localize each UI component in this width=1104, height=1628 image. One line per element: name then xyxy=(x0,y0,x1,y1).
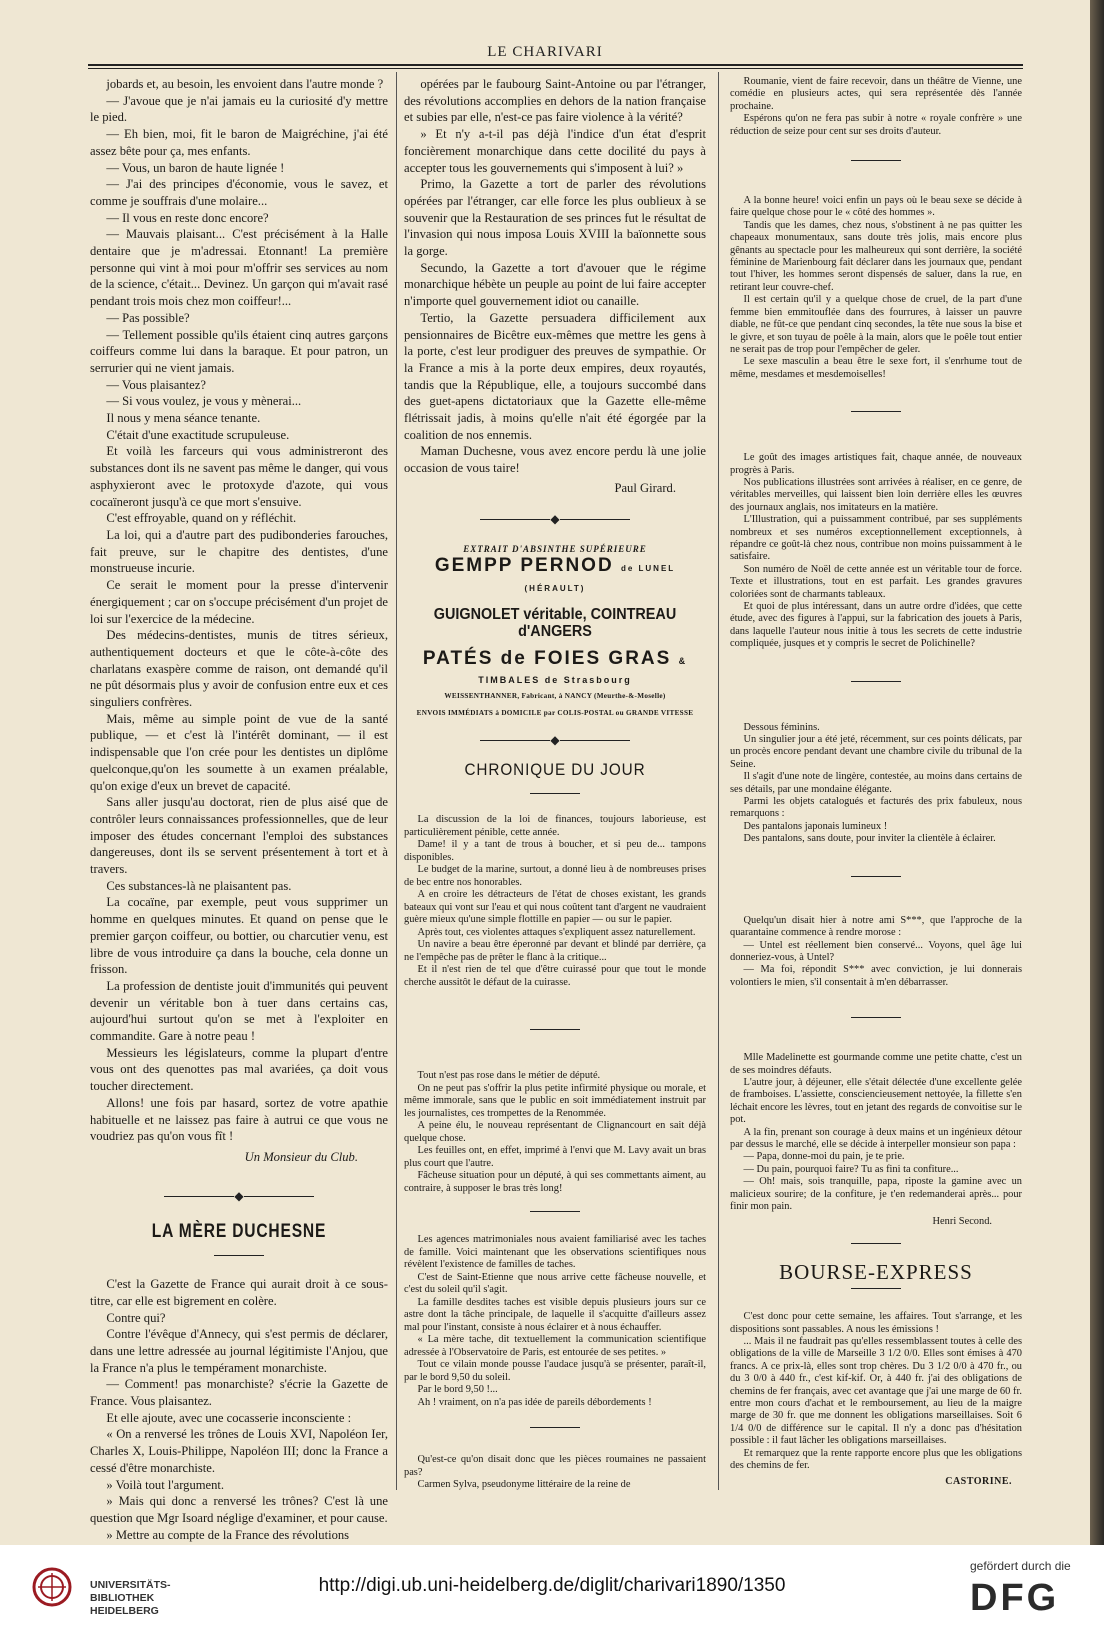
paragraph: Ah ! vraiment, on n'a pas idée de pareils débordements ! xyxy=(417,1396,652,1408)
chronique-finances xyxy=(404,814,706,989)
paragraph: — J'ai des principes d'économie, vous le savez, et comme je souffrais d'une molaire... xyxy=(90,177,388,208)
paragraph: — Pas possible? xyxy=(106,310,190,325)
paragraph: — Oh! mais, sois tranquille, papa, riposte la gamine avec un malicieux sourire; de la confiture, je t'en redemanderai après... pour finir mon pain. xyxy=(730,1176,1022,1212)
section-title-duchesne: LA MÈRE DUCHESNE xyxy=(151,1221,327,1243)
article-signature: Paul Girard. xyxy=(614,480,676,495)
paragraph: » Voilà tout l'argument. xyxy=(106,1477,225,1492)
paragraph: — Tellement possible qu'ils étaient cinq autres garçons coiffeurs comme lui dans la baraque. Et pour patron, un serrurier qui ne vient jamais. xyxy=(90,327,388,375)
paragraph: Primo, la Gazette a tort de parler des révolutions opérées par l'étranger, car elle force les plus oublieux à se souvenir que la Restauration de ses princes fut le résultat de l'invasion qui nous imposa Louis XVIII la baïonnette sous la gorge. xyxy=(404,177,706,259)
column-divider-1 xyxy=(396,72,397,1490)
ad-line-absinthe: EXTRAIT D'ABSINTHE SUPÉRIEURE xyxy=(463,544,647,555)
paragraph: Le sexe masculin a beau être le sexe fort, il s'enrhume tout de même, mesdames et mesdemoiselles! xyxy=(730,356,1022,380)
paragraph: On ne peut pas s'offrir la plus petite infirmité physique ou morale, et même immorale, sans que le public en soit immédiatement instruit par les journalistes, ces trompettes de la Renommée. xyxy=(404,1082,706,1119)
paragraph: Un singulier jour a été jeté, récemment, sur ces points délicats, par un procès encore pendant devant une chambre civile du tribunal de la Seine. xyxy=(730,734,1022,770)
item-separator xyxy=(530,1427,580,1428)
paragraph: Et quoi de plus intéressant, dans un autre ordre d'idées, que cette étude, avec des figures à l'appui, sur la fabrication des jouets à Paris, dans laquelle l'auteur nous initie à tous les secrets de cette industrie compliquée, jusques et y compris le secret de Polichinelle? xyxy=(730,601,1022,650)
paragraph: Il s'agit d'une note de lingère, contestée, au moins dans certains de ses détails, par une mondaine élégante. xyxy=(730,771,1022,795)
paragraph: Des pantalons japonais lumineux ! xyxy=(743,820,888,832)
paragraph: Tandis que les dames, chez nous, s'obstinent à ne pas quitter les chapeaux monumentaux, sans doute très jolis, mais encore plus gênants au spectacle pour les malheureux qui sont derrière, la société féminine de Marienbourg fait déclarer dans les journaux que, pendant tout l'hiver, les hommes seront dispensés de saluer, dans la rue, en retirant leur couvre-chef. xyxy=(730,219,1022,293)
paragraph: Secundo, la Gazette a tort d'avouer que le régime monarchique hébète un peuple au point de lui faire accepter n'importe quel gouvernement idiot ou canaille. xyxy=(404,260,706,309)
paragraph: La discussion de la loi de finances, toujours laborieuse, est particulièrement pénible, cette année. xyxy=(404,814,706,838)
article-signature: CASTORINE. xyxy=(945,1475,1012,1487)
item-separator xyxy=(851,411,901,412)
binding-edge xyxy=(1090,0,1104,1545)
paragraph: Carmen Sylva, pseudonyme littéraire de la reine de xyxy=(417,1479,631,1491)
column-3 xyxy=(730,76,1022,1491)
duchesne-article-continued xyxy=(404,76,706,477)
paragraph: — Eh bien, moi, fit le baron de Maigréchine, j'ai été assez bête pour ça, mes enfants. xyxy=(90,127,388,158)
section-ornament: ◆ xyxy=(404,511,706,528)
chronique-depute xyxy=(404,1070,706,1195)
paragraph: Messieurs les législateurs, comme la plupart d'entre vous ont des quenottes pas mal avariées, ça doit vous toucher directement. xyxy=(90,1045,388,1094)
paragraph: — Du pain, pourquoi faire? Tu as fini ta confiture... xyxy=(743,1163,959,1175)
article-signature: Henri Second. xyxy=(932,1216,992,1228)
institution-line: HEIDELBERG xyxy=(90,1605,159,1617)
paragraph: C'est la Gazette de France qui aurait droit à ce sous-titre, car elle est bigrement en colère. xyxy=(90,1277,388,1308)
paragraph: Le budget de la marine, surtout, a donné lieu à de nombreuses prises de bec entre nos honorables. xyxy=(404,864,706,888)
paragraph: Qu'est-ce qu'on disait donc que les pièces roumaines ne passaient pas? xyxy=(404,1454,706,1478)
paragraph: ... Mais il ne faudrait pas qu'elles ressemblassent toutes à celle des obligations de la ville de Marseille 3 1/2 0/0. Elles sont émises à 470 francs. A ce prix-là, elles sont trop chères. Du 3 1/2 0/0 à 470 fr., ou du 3 0/0 à 440 fr., c'est kif-kif. Or, à 440 fr. j'ai des obligations de chemins de fer français, avec cet avantage que j'ai une marge de 60 fr. entre mon cours d'achat et le remboursement, au lieu de la maigre marge de 30 fr. que me donnent les obligations marseillaises. Soit 6 1/4 0/0 de différence sur le capital. Il n'y a donc pas d'hésitation possible : il faut lâcher les obligations marseillaises. xyxy=(730,1336,1022,1447)
paragraph: — Papa, donne-moi du pain, je te prie. xyxy=(743,1151,905,1163)
item-separator xyxy=(851,160,901,161)
top-rule-thin xyxy=(88,68,1023,69)
section-ornament: ◆ xyxy=(404,732,706,749)
paragraph: Parmi les objets catalogués et facturés des prix fabuleux, nous remarquons : xyxy=(730,796,1022,820)
viewer-footer xyxy=(0,1545,1104,1628)
paragraph: C'était d'une exactitude scrupuleuse. xyxy=(106,427,290,442)
paragraph: Mlle Madelinette est gourmande comme une petite chatte, c'est un de ses moindres défauts. xyxy=(730,1052,1022,1076)
paragraph: » Mais qui donc a renversé les trônes? C'est là une question que Mgr Isoard néglige d'examiner, et pour cause. xyxy=(90,1494,388,1525)
ad-line-foies-gras xyxy=(404,647,706,688)
paragraph: Ce serait le moment pour la presse d'intervenir énergiquement ; car on s'occupe précisément d'un projet de loi sur l'exercice de la médecine. xyxy=(90,578,388,626)
paragraph: Allons! une fois par hasard, sortez de votre apathie habituelle et ne laissez pas faire à autrui ce que vous ne voudriez pas qu'on vous fît ! xyxy=(90,1095,388,1144)
paragraph: — Il vous en reste donc encore? xyxy=(106,210,269,225)
item-separator xyxy=(851,876,901,877)
paragraph: Les agences matrimoniales nous avaient familiarisé avec les taches de famille. Voici maintenant que les observations scientifiques nous révèlent l'existence de familles de taches. xyxy=(404,1234,706,1271)
item-separator xyxy=(530,1029,580,1030)
running-head: LE CHARIVARI xyxy=(487,44,603,60)
paragraph: Et remarquez que la rente rapporte encore plus que les obligations des chemins de fer. xyxy=(730,1447,1022,1472)
item-dessous xyxy=(730,722,1022,846)
column-1 xyxy=(90,76,388,1542)
paragraph: — Comment! pas monarchiste? s'écrie la Gazette de France. Vous plaisantez. xyxy=(90,1377,388,1409)
paragraph: Nos publications illustrées sont arrivées à réaliser, en ce genre, de véritables merveilles, qui laissent bien loin derrière elles les œuvres des journaux anglais, nos imitateurs en la matière. xyxy=(730,476,1022,513)
paragraph: C'est effroyable, quand on y réfléchit. xyxy=(106,511,297,526)
item-madelinette xyxy=(730,1052,1022,1213)
title-underline xyxy=(851,1288,901,1289)
paragraph: Son numéro de Noël de cette année est un véritable tour de force. Texte et illustrations, tout en est parfait. Les grandes gravures coloriées sont de charmants tableaux. xyxy=(730,563,1022,600)
paragraph: — Vous plaisantez? xyxy=(106,377,206,392)
paragraph: » Et n'y a-t-il pas déjà l'indice d'un état d'esprit foncièrement monarchique dans cette docilité du pays à accepter tous les gouvernements qui s'imposent à lui? » xyxy=(404,127,706,175)
paragraph: Par le bord 9,50 !... xyxy=(417,1384,498,1396)
paragraph: Mais, même au simple point de vue de la santé publique, — et c'est là l'intérêt dominant, — il est indispensable que l'on crée pour les dentistes un diplôme quelconque,qu'on les soumette à un examen préalable, qu'on exige d'eux un brevet de capacité. xyxy=(90,711,388,793)
document-url[interactable]: http://digi.ub.uni-heidelberg.de/diglit/charivari1890/1350 xyxy=(318,1575,786,1596)
paragraph: La loi, qui a d'autre part des pudibonderies farouches, fait preuve, sur le chapitre des dentistes, d'une monstrueuse incurie. xyxy=(90,527,388,576)
paragraph: Dame! il y a tant de trous à boucher, et si peu de... tampons disponibles. xyxy=(404,839,706,863)
item-separator xyxy=(851,1017,901,1018)
paragraph: Un navire a beau être éperonné par devant et blindé par derrière, ça ne l'empêche pas de prêter le flanc à la critique... xyxy=(404,939,706,963)
ad-timbales: & TIMBALES de Strasbourg xyxy=(478,655,688,685)
institution-line: BIBLIOTHEK xyxy=(90,1592,155,1604)
paragraph: » Mettre au compte de la France des révolutions xyxy=(106,1527,350,1542)
paragraph: A la bonne heure! voici enfin un pays où le beau sexe se décide à faire quelque chose pour le « côté des hommes ». xyxy=(730,195,1022,219)
paragraph: La cocaïne, par exemple, peut vous supprimer un homme en quelques minutes. Et quand on pense que le premier garçon coiffeur, ou bottier, ou charcutier venu, est libre de vous introduire ça dans la bouche, cela donne un frisson. xyxy=(90,895,388,977)
dfg-logo[interactable]: DFG xyxy=(970,1577,1060,1619)
paragraph: — Vous, un baron de haute lignée ! xyxy=(106,160,285,175)
section-ornament: ◆ xyxy=(90,1188,388,1205)
ad-line-cointreau: GUIGNOLET véritable, COINTREAU d'ANGERS xyxy=(433,606,677,641)
section-title-chronique: CHRONIQUE DU JOUR xyxy=(464,760,646,780)
item-marienbourg xyxy=(730,195,1022,381)
paragraph: Des pantalons, sans doute, pour inviter la clientèle à éclairer. xyxy=(743,833,996,845)
title-underline xyxy=(530,793,580,794)
item-quarantaine xyxy=(730,915,1022,989)
paragraph: Il est certain qu'il y a quelque chose de cruel, de la part d'une femme bien emmitouflée dans des fourrures, à laisser un pauvre diable, ne fût-ce que pendant cinq secondes, la tête nue sous la bise et le givre, et son tuyau de poêle à la main, alors que le poêle tout entier ne serait pas de trop pour l'empêcher de geler. xyxy=(730,294,1022,355)
advertisement xyxy=(404,541,706,721)
funding-caption: gefördert durch die xyxy=(970,1559,1071,1573)
paragraph: Des médecins-dentistes, munis de titres sérieux, authentiquement docteurs et que le côte-à-côte des charlatans exaspère comme de raison, ont demandé qu'il ne pût désormais plus y avoir de confusion entre eux et ces singuliers confrères. xyxy=(90,628,388,710)
paragraph: — Si vous voulez, je vous y mènerai... xyxy=(106,394,302,409)
paragraph: C'est donc pour cette semaine, les affaires. Tout s'arrange, et les dispositions sont passables. A nous les émissions ! xyxy=(730,1311,1022,1335)
section-title-bourse: BOURSE-EXPRESS xyxy=(779,1259,973,1284)
paragraph: Le goût des images artistiques fait, chaque année, de nouveaux progrès à Paris. xyxy=(730,452,1022,476)
paragraph: Et voilà les farceurs qui vous administreront des substances dont ils ne savent pas même le danger, qui vous asphyxieront avec le protoxyde d'azote, qui vous cocaïneront jusqu'à ce que mort s'ensuive. xyxy=(90,444,388,509)
top-rule xyxy=(88,64,1023,66)
item-separator xyxy=(851,1243,901,1244)
paragraph: « On a renversé les trônes de Louis XVI, Napoléon Ier, Charles X, Louis-Philippe, Napoléon III; donc la France a cessé d'être monarchiste. xyxy=(90,1427,388,1475)
item-separator xyxy=(530,1211,580,1212)
duchesne-article xyxy=(90,1276,388,1543)
paragraph: Tertio, la Gazette persuadera difficilement aux pensionnaires de Bicêtre eux-mêmes que mettre les gens à la porte, c'est leur prodiguer des preuves de sympathie. Or la France a mis à la porte deux empires, deux royautés, tandis que la République, elle, a toujours succombé dans des guet-apens dictatoriaux que la Gazette elle-même flétrissait jadis, à moins qu'elle n'ait été égorgée par la coalition de nos ennemis. xyxy=(404,310,706,442)
paragraph: Et il n'est rien de tel que d'être cuirassé pour que tout le monde cherche aussitôt le défaut de la cuirasse. xyxy=(404,964,706,988)
paragraph: Sans aller jusqu'au doctorat, rien de plus aisé que de contrôler leurs connaissances professionnelles, que de leur imposer des études concernant l'emploi des substances dangereuses, dont ils se servent présentement à tort et à travers. xyxy=(90,795,388,877)
paragraph: A peine élu, le nouveau représentant de Clignancourt en sait déjà quelque chose. xyxy=(404,1120,706,1144)
paragraph: — Ma foi, répondit S*** avec conviction, je lui donnerais volontiers le mien, s'il consentait à m'en débarrasser. xyxy=(730,964,1022,988)
paragraph: Et elle ajoute, avec une cocasserie inconsciente : xyxy=(106,1410,352,1425)
ad-pernod-name: GEMPP PERNOD xyxy=(434,554,614,576)
paragraph: Après tout, ces violentes attaques s'expliquent assez naturellement. xyxy=(417,926,696,938)
bourse-article xyxy=(730,1311,1022,1472)
paragraph: A en croire les détracteurs de l'état de choses existant, les grands bateaux qui vont sur l'eau et qui nous coûtent tant d'argent ne vaudraient guère mieux qu'une simple flottille en papier — ou sur le papier. xyxy=(404,889,706,926)
dentistes-article xyxy=(90,76,388,1145)
paragraph: A la fin, prenant son courage à deux mains et un ingénieux détour par dessus le marché, elle se décide à interpeller monsieur son papa : xyxy=(730,1126,1022,1150)
paragraph: Il nous y mena séance tenante. xyxy=(106,411,261,426)
column-divider-2 xyxy=(718,72,719,1490)
paragraph: Dessous féminins. xyxy=(743,721,820,733)
paragraph: Roumanie, vient de faire recevoir, dans un théâtre de Vienne, une comédie en plusieurs actes, qui sera représentée dès l'année prochaine. xyxy=(730,76,1022,112)
ad-line-maker: WEISSENTHANNER, Fabricant, à NANCY (Meurthe-&-Moselle) xyxy=(444,692,666,701)
ad-line-delivery: ENVOIS IMMÉDIATS à DOMICILE par COLIS-POSTAL ou GRANDE VITESSE xyxy=(416,708,694,717)
paragraph: La famille desdites taches est visible depuis plusieurs jours sur ce astre dont la tâche principale, de laquelle il s'acquitte d'ailleurs assez mal pour l'instant, consiste à nous éclairer et à nous échauffer. xyxy=(404,1296,706,1333)
paragraph: — J'avoue que je n'ai jamais eu la curiosité d'y mettre le pied. xyxy=(90,93,388,125)
paragraph: Contre qui? xyxy=(106,1310,166,1325)
paragraph: Tout ce vilain monde pousse l'audace jusqu'à se présenter, paraît-il, par le bord 9,50 du soleil. xyxy=(404,1359,706,1383)
item-illustration xyxy=(730,452,1022,651)
paragraph: C'est de Saint-Etienne que nous arrive cette fâcheuse nouvelle, et c'est du soleil qu'il s'agit. xyxy=(404,1271,706,1296)
paragraph: L'autre jour, à déjeuner, elle s'était délectée d'une excellente gelée de framboises. L'assiette, consciencieusement nettoyée, la fillette s'en léchait encore les lèvres, tout en jetant des regards de convoitise sur le pot. xyxy=(730,1076,1022,1126)
paragraph: opérées par le faubourg Saint-Antoine ou par l'étranger, des révolutions accomplies en dehors de la nation française et subies par elle, n'est-ce pas faire violence à la vérité? xyxy=(404,77,706,125)
paragraph: Quelqu'un disait hier à notre ami S***, que l'approche de la quarantaine commence à rendre morose : xyxy=(730,914,1022,939)
ad-pernod-place: de LUNEL (HÉRAULT) xyxy=(524,563,676,593)
ad-foies-gras-name: PATÉS de FOIES GRAS xyxy=(422,647,672,669)
paragraph: Ces substances-là ne plaisantent pas. xyxy=(106,878,292,893)
institution-line: UNIVERSITÄTS- xyxy=(90,1579,171,1591)
chronique-pieces xyxy=(404,1454,706,1492)
paragraph: La profession de dentiste jouit d'immunités qui peuvent devenir un véritable bon à tuer dans certains cas, aujourd'hui surtout qu'on se met à l'exploiter en commandite. Gare à notre peau ! xyxy=(90,978,388,1044)
paragraph: jobards et, au besoin, les envoient dans l'autre monde ? xyxy=(106,77,384,91)
chronique-taches xyxy=(404,1234,706,1409)
paragraph: — Mauvais plaisant... C'est précisément à la Halle dentaire que je m'adressai. Etonnant! La première personne qui vint à moi pour m'offrir ses services au nom de la science, c'était... Devinez. Un garçon qui m'avait rasé pendant trois mois chez mon coiffeur!... xyxy=(90,227,388,309)
paragraph: L'Illustration, qui a puissamment contribué, par ses suppléments nombreux et ses numéros exceptionnellement exceptionnels, à répandre ce goût-là chez nous, contribue non moins puissamment à le satisfaire. xyxy=(730,514,1022,563)
item-separator xyxy=(851,681,901,682)
paragraph: Espérons qu'on ne fera pas subir à notre « royale confrère » une réduction de seize pour cent sur ses droits d'auteur. xyxy=(730,113,1022,137)
paragraph: Tout n'est pas rose dans le métier de député. xyxy=(417,1070,601,1082)
paragraph: « La mère tache, dit textuellement la communication scientifique adressée à l'Observatoire de Paris, est entourée de ses petites. » xyxy=(404,1334,706,1358)
ad-line-pernod xyxy=(404,554,706,597)
paragraph: Fâcheuse situation pour un député, à qui ses commettants aiment, au contraire, à supposer le bras très long! xyxy=(404,1170,706,1194)
item-roumanie xyxy=(730,76,1022,138)
paragraph: Maman Duchesne, vous avez encore perdu là une jolie occasion de vous taire! xyxy=(404,444,706,476)
title-underline xyxy=(214,1255,264,1256)
paragraph: — Untel est réellement bien conservé... Voyons, quel âge lui donneriez-vous, à Untel? xyxy=(730,939,1022,963)
paragraph: Contre l'évêque d'Annecy, qui s'est permis de déclarer, dans une lettre adressée au journal légitimiste l'Anjou, que la France n'a plus le tempérament monarchiste. xyxy=(90,1327,388,1375)
column-2 xyxy=(404,76,706,1491)
article-signature: Un Monsieur du Club. xyxy=(244,1150,358,1164)
paragraph: Les feuilles ont, en effet, imprimé à l'envi que M. Lavy avait un bras plus court que l'autre. xyxy=(404,1145,706,1169)
